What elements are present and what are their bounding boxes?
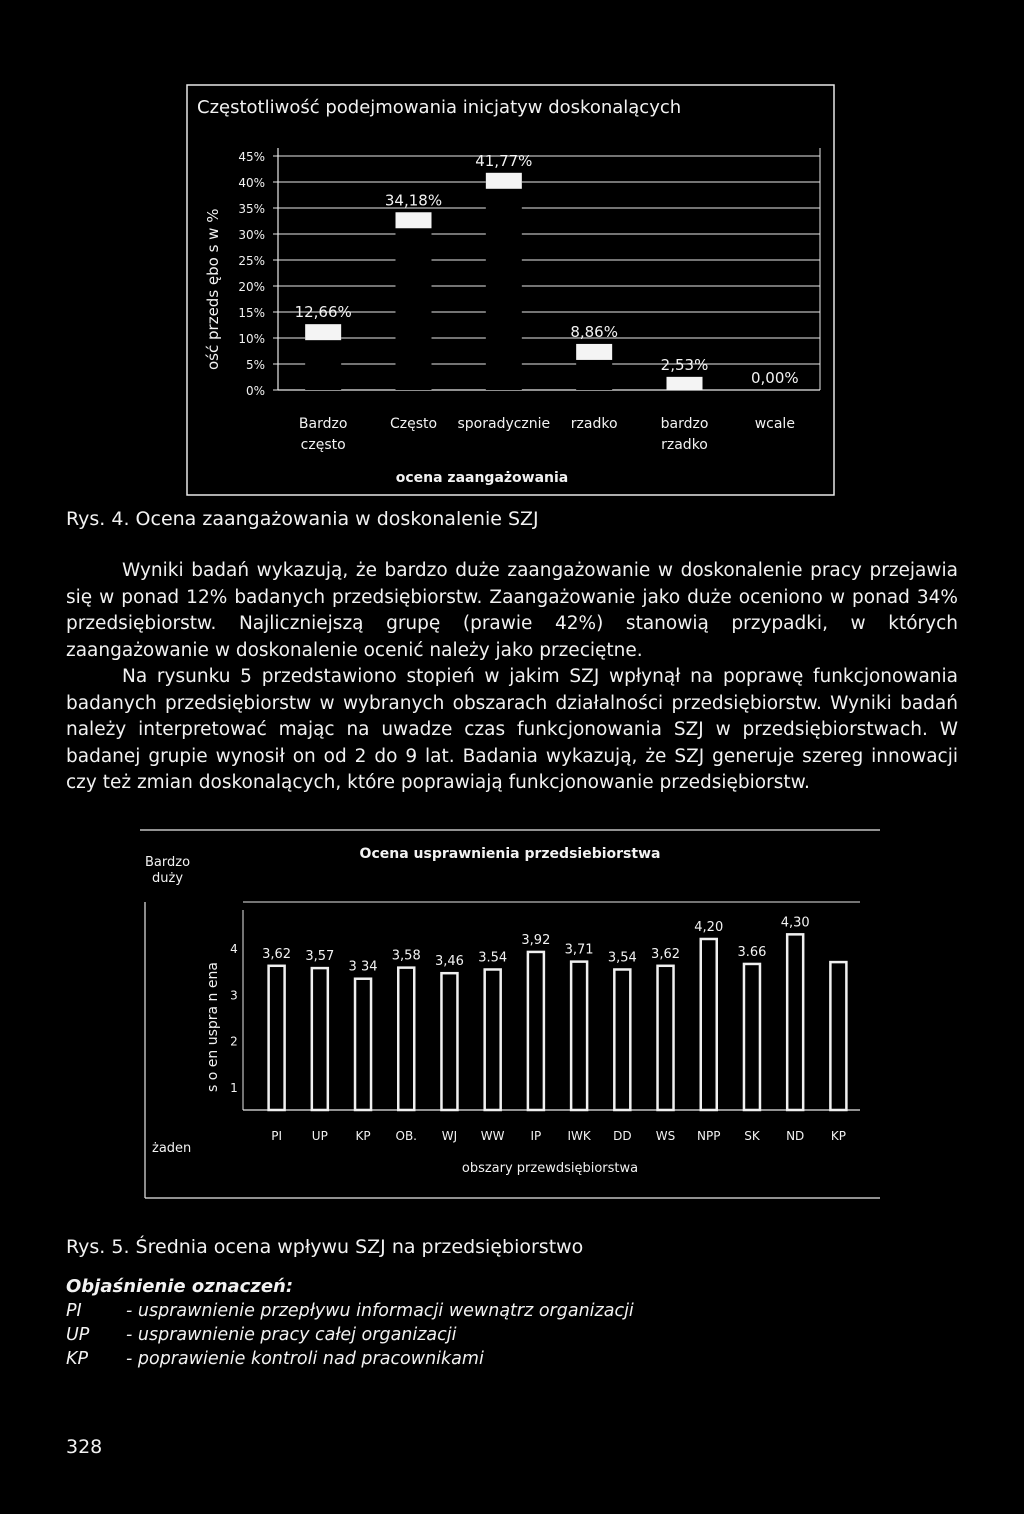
figure2-ylabel: s o en uspra n ena — [205, 962, 221, 1092]
figure2-bar — [830, 962, 846, 1110]
figure1-bar-gap — [486, 173, 522, 390]
figure2-bottom-label: żaden — [152, 1141, 192, 1156]
figure2-ytick-label: 1 — [230, 1080, 238, 1095]
figure2-bar — [398, 968, 414, 1110]
figure2-top-label-2: duży — [152, 871, 184, 886]
figure2-value-label: 3,57 — [305, 949, 335, 965]
legend-text: - usprawnienie pracy całej organizacji — [126, 1325, 457, 1345]
figure2-value-label: 3.54 — [478, 950, 508, 966]
figure1-ytick-label: 45% — [238, 150, 265, 164]
figure2-bar — [658, 966, 674, 1110]
figure2-value-label: 4,20 — [694, 919, 724, 935]
figure2-bar — [528, 952, 544, 1110]
page-number: 328 — [66, 1436, 103, 1458]
legend-code: UP — [66, 1325, 90, 1345]
figure1-value-label: 12,66% — [294, 303, 352, 322]
figure1-value-label: 34,18% — [384, 191, 443, 210]
paragraph-1: Wyniki badań wykazują, że bardzo duże zaangażowanie w doskonalenie pracy przejawia się w ponad 12% badanych przedsiębiorstw. Zaangażowanie jako duże oceniono w ponad 34% przedsiębiorstw. Najliczniejszą grupę (prawie 42%) stanowią przypadki, w których zaangażowanie w doskonalenie ocenić należy jako przeciętne. — [66, 560, 958, 661]
figure1-category-label: często — [300, 437, 346, 453]
figure1-value-label: 0,00% — [751, 369, 799, 387]
figure2-bar — [787, 934, 803, 1110]
figure1-bar — [667, 377, 703, 390]
figure1-category-label: rzadko — [570, 416, 618, 432]
figure1-ytick-label: 0% — [245, 384, 265, 398]
figure2-bar — [701, 939, 717, 1110]
figure2-value-label: 3,46 — [434, 954, 464, 970]
figure2-category-label: WW — [480, 1129, 505, 1143]
figure2-bar — [441, 973, 457, 1110]
figure2-title: Ocena usprawnienia przedsiebiorstwa — [359, 846, 661, 862]
figure1-ytick-label: 10% — [238, 332, 265, 346]
figure1-bar-gap — [396, 212, 432, 390]
figure2-category-label: DD — [613, 1129, 632, 1143]
figure2-value-label: 3,92 — [521, 932, 551, 948]
figure2-bar — [485, 969, 501, 1110]
figure1-value-label: 41,77% — [475, 151, 533, 170]
legend-title: Objaśnienie oznaczeń: — [66, 1276, 294, 1297]
figure2-bar — [744, 964, 760, 1110]
legend-item-up — [66, 1325, 634, 1345]
figure1-category-label: rzadko — [661, 437, 708, 453]
figure2-ytick-label: 2 — [230, 1034, 238, 1049]
figure1-category-label: Często — [389, 416, 438, 432]
figure2-bar — [355, 979, 371, 1110]
legend-item-kp — [66, 1349, 634, 1369]
figure1-category-label: sporadycznie — [457, 416, 551, 432]
legend-text: - usprawnienie przepływu informacji wewnątrz organizacji — [126, 1301, 634, 1321]
figure1-value-label: 2,53% — [660, 355, 709, 374]
figure1-category-label: bardzo — [660, 416, 709, 432]
figure1-ytick-label: 25% — [238, 254, 265, 268]
figure2-value-label: 3,62 — [651, 946, 681, 962]
figure2-category-label: IP — [530, 1129, 542, 1143]
figure1-caption: Rys. 4. Ocena zaangażowania w doskonalenie SZJ — [66, 508, 539, 530]
paragraph-2: Na rysunku 5 przedstawiono stopień w jakim SZJ wpłynął na poprawę funkcjonowania badanych przedsiębiorstw w wybranych obszarach działalności przedsiębiorstw. Wyniki badań należy interpretować mając na uwadze czas funkcjonowania SZJ w przedsiębiorstwach. W badanej grupie wynosił on od 2 do 9 lat. Badania wykazują, że SZJ generuje szereg innowacji czy też zmian doskonalących, które poprawiają funkcjonowanie przedsiębiorstw. — [66, 666, 958, 793]
figure2-chart — [0, 820, 1024, 1210]
figure1-bar — [396, 212, 432, 228]
figure2-bar — [312, 968, 328, 1110]
figure1-value-label: 8,86% — [570, 322, 618, 341]
figure2-category-label: WS — [655, 1129, 676, 1143]
figure2-category-label: KP — [355, 1129, 371, 1143]
figure1-ytick-label: 5% — [245, 358, 265, 372]
body-text — [66, 558, 958, 797]
legend-text: - poprawienie kontroli nad pracownikami — [126, 1349, 484, 1369]
figure1-bar — [486, 173, 522, 189]
figure2-category-label: UP — [311, 1129, 328, 1143]
figure2-value-label: 3,71 — [564, 942, 594, 958]
figure2-bar — [614, 969, 630, 1110]
figure2-caption: Rys. 5. Średnia ocena wpływu SZJ na przedsiębiorstwo — [66, 1236, 584, 1258]
figure1-xlabel: ocena zaangażowania — [395, 470, 569, 486]
figure2-value-label: 4,30 — [780, 915, 810, 931]
legend-code: PI — [66, 1301, 82, 1321]
figure1-ylabel: ość przeds ębo s w % — [204, 208, 222, 370]
figure1-ytick-label: 40% — [238, 176, 265, 190]
figure1-chart — [0, 0, 1024, 520]
figure2-category-label: KP — [830, 1129, 846, 1143]
figure2-ytick-label: 3 — [230, 988, 238, 1003]
figure2-category-label: SK — [744, 1129, 760, 1143]
figure1-bar — [305, 324, 341, 340]
figure2-category-label: ND — [786, 1129, 805, 1143]
figure2-bar — [571, 962, 587, 1110]
figure2-ytick-label: 4 — [230, 942, 238, 957]
figure2-value-label: 3,62 — [262, 946, 292, 962]
figure1-ytick-label: 20% — [238, 280, 265, 294]
figure2-value-label: 3,58 — [391, 948, 421, 964]
figure2-value-label: 3 34 — [348, 959, 378, 975]
figure2-category-label: OB. — [395, 1129, 417, 1143]
figure1-bar — [576, 344, 612, 360]
figure2-category-label: IWK — [567, 1129, 591, 1143]
legend-item-pi — [66, 1301, 634, 1321]
figure2-top-label-1: Bardzo — [145, 855, 191, 870]
figure2-value-label: 3.66 — [737, 944, 767, 960]
legend — [66, 1276, 634, 1369]
figure1-ytick-label: 15% — [238, 306, 265, 320]
figure2-value-label: 3,54 — [607, 950, 637, 966]
figure1-title: Częstotliwość podejmowania inicjatyw doskonalących — [197, 97, 682, 118]
legend-code: KP — [66, 1349, 89, 1369]
figure1-category-label: wcale — [754, 416, 795, 432]
figure1-category-label: Bardzo — [298, 416, 348, 432]
figure2-bar — [269, 966, 285, 1110]
figure2-category-label: PI — [271, 1129, 282, 1143]
figure2-category-label: NPP — [697, 1129, 721, 1143]
figure1-ytick-label: 30% — [238, 228, 265, 242]
figure2-category-label: WJ — [441, 1129, 458, 1143]
figure1-ytick-label: 35% — [238, 202, 265, 216]
figure2-xlabel: obszary przewdsiębiorstwa — [461, 1161, 639, 1176]
